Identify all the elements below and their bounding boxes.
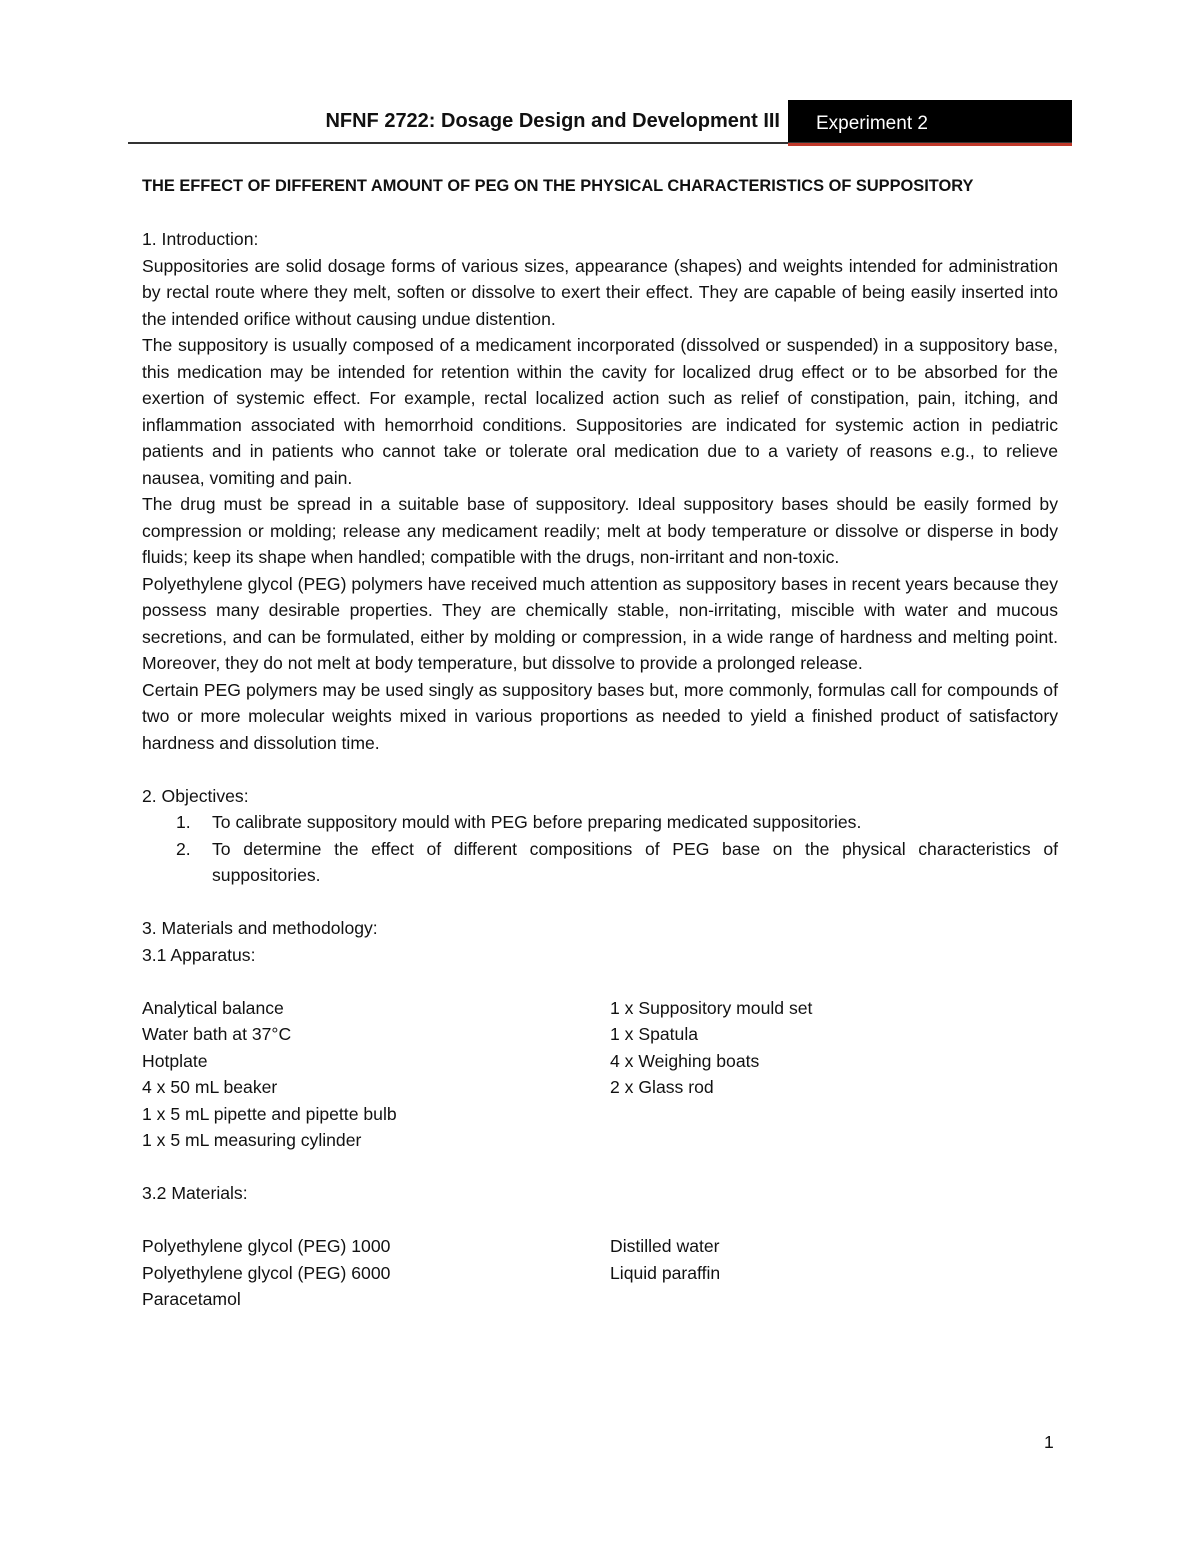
- materials-heading: 3.2 Materials:: [142, 1183, 248, 1203]
- apparatus-item: 4 x 50 mL beaker: [142, 1077, 278, 1097]
- material-item: Polyethylene glycol (PEG) 1000: [142, 1236, 391, 1256]
- apparatus-item: 1 x Spatula: [610, 1024, 699, 1044]
- objectives-heading: 2. Objectives:: [142, 785, 249, 806]
- course-title: NFNF 2722: Dosage Design and Development III: [325, 110, 780, 132]
- objectives-list: [142, 809, 1058, 889]
- apparatus-item: 1 x Suppository mould set: [610, 997, 813, 1018]
- objective-number: 2.: [176, 838, 191, 859]
- document-title: THE EFFECT OF DIFFERENT AMOUNT OF PEG ON THE PHYSICAL CHARACTERISTICS OF SUPPOSITORY: [142, 177, 974, 195]
- material-item: Liquid paraffin: [610, 1262, 721, 1283]
- introduction-heading: 1. Introduction:: [142, 229, 259, 249]
- objective-number: 1.: [176, 812, 191, 832]
- apparatus-list: [142, 995, 1058, 1154]
- objective-item: [176, 836, 1058, 889]
- apparatus-item: Hotplate: [142, 1050, 208, 1071]
- intro-paragraph: Suppositories are solid dosage forms of various sizes, appearance (shapes) and weights intended for administration by rectal route where they melt, soften or dissolve to exert their effect. They are capable of being easily inserted into the intended orifice without causing undue distention.: [142, 255, 1058, 329]
- intro-paragraph: The suppository is usually composed of a medicament incorporated (dissolved or suspended) in a suppository base, this medication may be intended for retention within the cavity for localized drug effect or to be absorbed for the exertion of systemic effect. For example, rectal localized action such as relief of constipation, pain, itching, and inflammation associated with hemorrhoid conditions. Suppositories are indicated for systemic action in pediatric patients and in patients who cannot take or tolerate oral medication due to a variety of reasons e.g., to relieve nausea, vomiting and pain.: [142, 335, 1058, 488]
- apparatus-item: Water bath at 37°C: [142, 1024, 292, 1044]
- material-item: Distilled water: [610, 1236, 720, 1256]
- intro-paragraph: The drug must be spread in a suitable base of suppository. Ideal suppository bases should be easily formed by compression or molding; release any medicament readily; melt at body temperature or dissolve or disperse in body fluids; keep its shape when handled; compatible with the drugs, non-irritant and non-toxic.: [142, 494, 1058, 567]
- intro-paragraph: Polyethylene glycol (PEG) polymers have received much attention as suppository bases in recent years because they possess many desirable properties. They are chemically stable, non-irritating, miscible with water and mucous secretions, and can be formulated, either by molding or compression, in a wide range of hardness and melting point. Moreover, they do not melt at body temperature, but dissolve to provide a prolonged release.: [142, 573, 1058, 673]
- page-number: 1: [1044, 1432, 1054, 1452]
- objective-text: To determine the effect of different compositions of PEG base on the physical characteristics of suppositories.: [212, 838, 1058, 885]
- experiment-badge: Experiment 2: [788, 100, 1072, 144]
- intro-paragraph: Certain PEG polymers may be used singly as suppository bases but, more commonly, formulas call for compounds of two or more molecular weights mixed in various proportions as needed to yield a finished product of satisfactory hardness and dissolution time.: [142, 679, 1058, 753]
- apparatus-item: 1 x 5 mL measuring cylinder: [142, 1130, 362, 1150]
- apparatus-item: 1 x 5 mL pipette and pipette bulb: [142, 1103, 397, 1124]
- material-item: Polyethylene glycol (PEG) 6000: [142, 1262, 391, 1283]
- apparatus-item: 2 x Glass rod: [610, 1077, 714, 1097]
- objective-text: To calibrate suppository mould with PEG before preparing medicated suppositories.: [212, 812, 862, 832]
- document-body: [142, 173, 1058, 1313]
- materials-methodology-heading: 3. Materials and methodology:: [142, 918, 378, 938]
- apparatus-heading: 3.1 Apparatus:: [142, 944, 256, 965]
- material-item: Paracetamol: [142, 1289, 241, 1309]
- apparatus-item: 4 x Weighing boats: [610, 1050, 760, 1071]
- materials-list: [142, 1233, 1058, 1313]
- objective-item: [176, 809, 1058, 836]
- header-accent-divider: [788, 143, 1072, 146]
- apparatus-item: Analytical balance: [142, 997, 284, 1018]
